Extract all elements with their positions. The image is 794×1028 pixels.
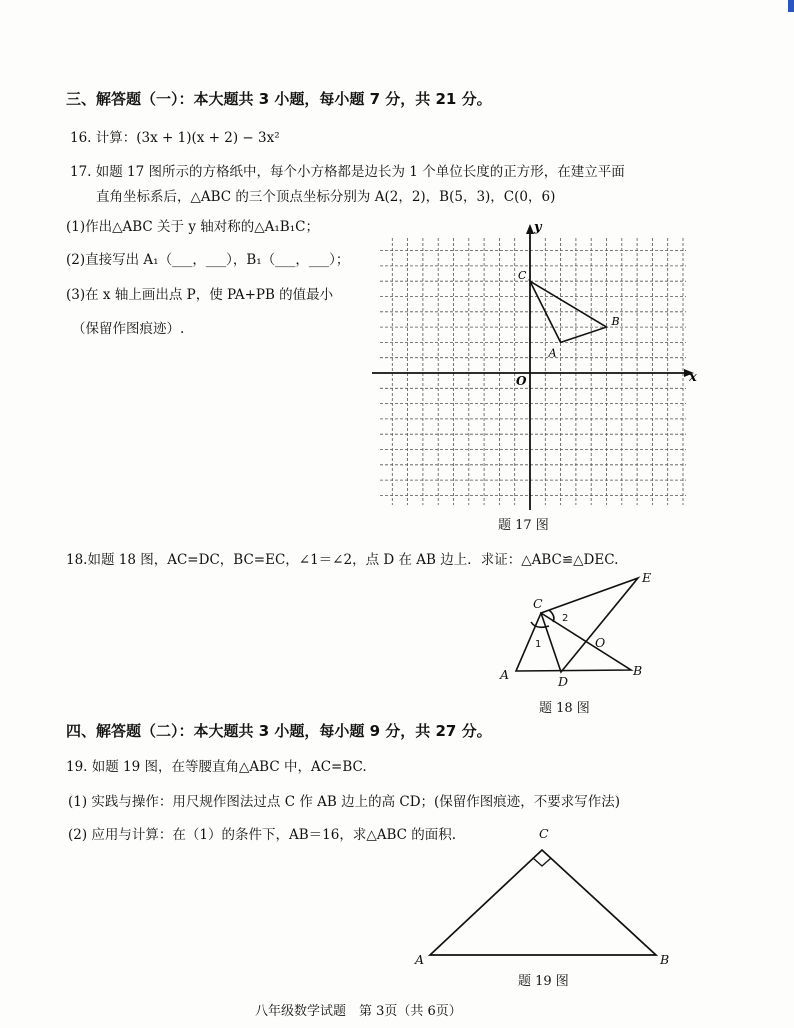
fig18-label-c: C (533, 596, 543, 611)
question-19-stem: 19. 如题 19 图，在等腰直角△ABC 中，AC=BC. (66, 759, 367, 775)
figure-18-caption: 题 18 图 (539, 701, 590, 716)
right-angle-mark (533, 858, 551, 866)
origin-label: O (516, 374, 527, 388)
question-17-stem-line2: 直角坐标系后，△ABC 的三个顶点坐标分别为 A(2，2)，B(5，3)，C(0，6) (96, 189, 556, 205)
point-label-c: C (518, 269, 527, 283)
question-17-part1: (1)作出△ABC 关于 y 轴对称的△A₁B₁C； (66, 219, 319, 235)
fig18-label-d: D (558, 674, 569, 689)
question-17-part3-note: （保留作图痕迹）. (72, 321, 185, 337)
figure-19-caption: 题 19 图 (518, 974, 569, 989)
x-axis-label: x (689, 370, 697, 385)
fig19-label-b: B (660, 952, 670, 967)
question-16: 16. 计算：(3x + 1)(x + 2) − 3x² (70, 130, 280, 146)
fig19-label-a: A (415, 952, 425, 967)
question-18: 18.如题 18 图，AC=DC，BC=EC，∠1＝∠2，点 D 在 AB 边上．求证：△ABC≌△DEC. (66, 552, 619, 568)
fig18-label-e: E (642, 570, 652, 585)
fig18-label-b: B (633, 663, 643, 678)
point-label-a: A (548, 346, 557, 360)
section-3-heading: 三、解答题（一）：本大题共 3 小题，每小题 7 分，共 21 分。 (66, 90, 492, 108)
question-19-part1: (1) 实践与操作：用尺规作图法过点 C 作 AB 边上的高 CD；(保留作图痕迹，不要求写作法) (68, 794, 621, 810)
fig18-angle-2-label: 2 (562, 613, 569, 624)
point-label-b: B (611, 315, 620, 329)
fig19-label-c: C (539, 826, 549, 841)
fig18-label-a: A (500, 667, 510, 682)
fig18-label-o: O (595, 635, 606, 650)
question-19-part2: (2) 应用与计算：在（1）的条件下，AB＝16，求△ABC 的面积. (68, 827, 457, 843)
y-axis-label: y (534, 220, 542, 235)
figure-17-caption: 题 17 图 (498, 518, 549, 533)
question-17-part2: (2)直接写出 A₁（___，___），B₁（___，___）； (66, 252, 350, 268)
question-17-stem-line1: 17. 如题 17 图所示的方格纸中，每个小方格都是边长为 1 个单位长度的正方形，在建立平面 (70, 164, 625, 180)
section-4-heading: 四、解答题（二）：本大题共 3 小题，每小题 9 分，共 27 分。 (66, 722, 492, 740)
page-footer: 八年级数学试题 第 3页（共 6页） (255, 1004, 462, 1019)
fig18-angle-1-label: 1 (535, 639, 542, 650)
question-17-part3: (3)在 x 轴上画出点 P，使 PA+PB 的值最小 (66, 287, 334, 303)
